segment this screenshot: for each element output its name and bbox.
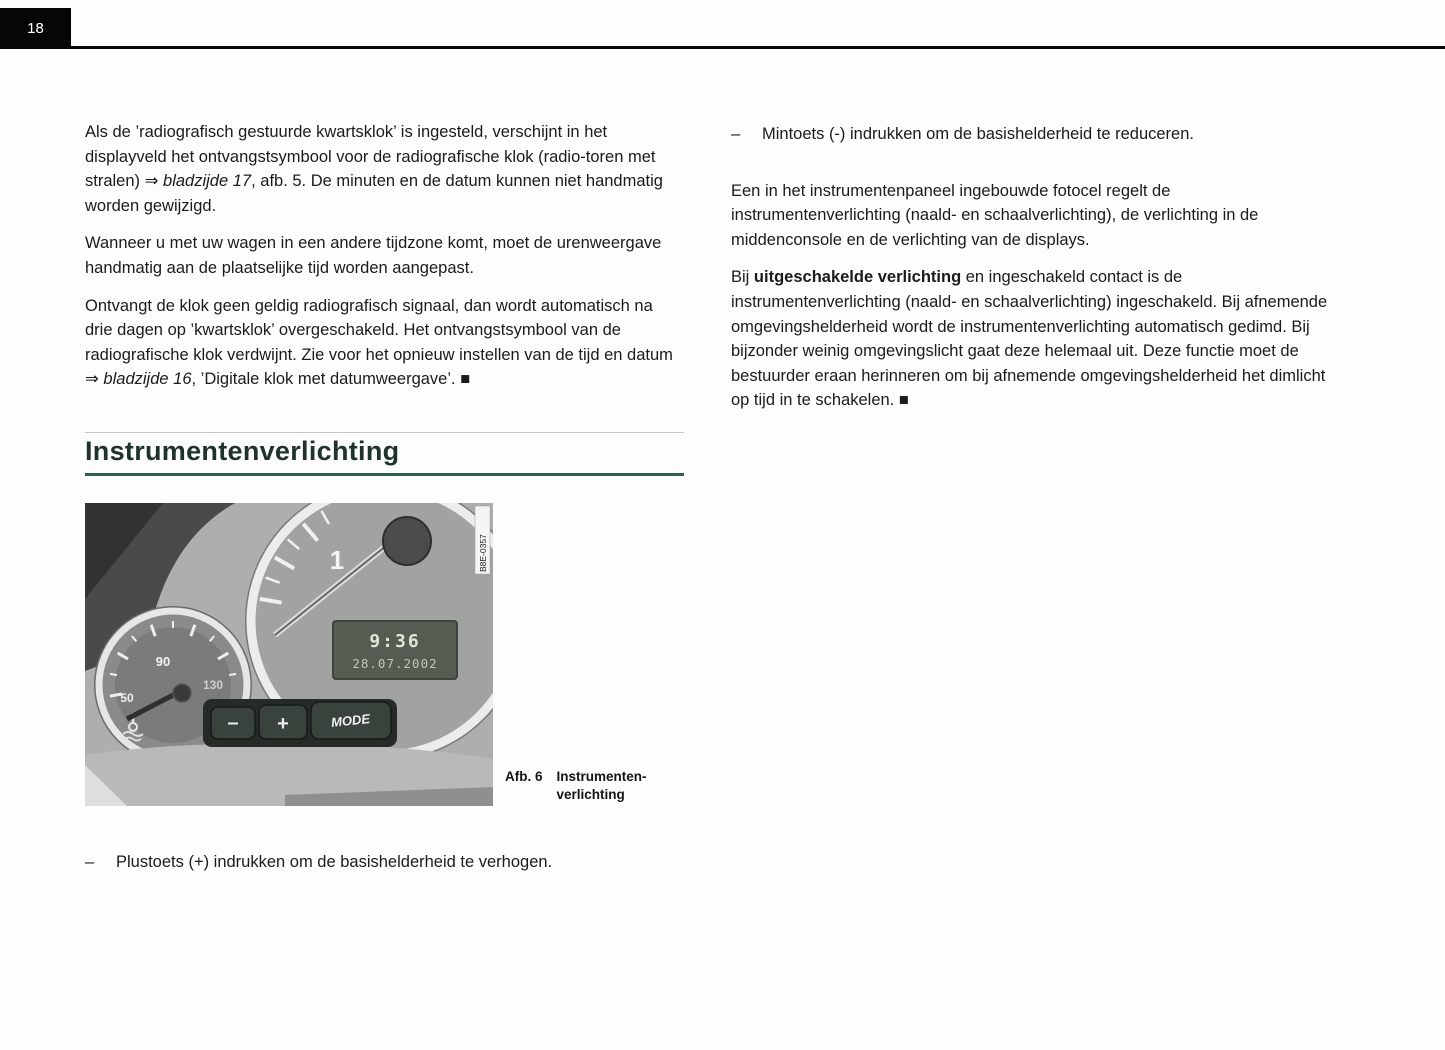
paragraph-timezone: Wanneer u met uw wagen in een andere tijdzone komt, moet de urenweergave handmatig aan de plaatselijke tijd worden aangepast. — [85, 234, 662, 277]
temp-tick-50: 50 — [120, 690, 134, 705]
clock-adjust-knob — [383, 517, 431, 565]
figure-row — [85, 503, 684, 806]
clock-display — [333, 621, 457, 679]
figure-caption — [505, 768, 647, 804]
bullet-dash: – — [731, 125, 741, 143]
paragraph-text: Ontvangt de klok geen geldig radiografisch signaal, dan wordt automatisch na drie dagen op ’kwartsklok’ overgeschakeld. Het ontvangstsymbool van de radiografische klok verdwijnt. Zie voor het opnieuw instellen van de tijd en datum ⇒ — [85, 296, 673, 389]
paragraph-photocell: Een in het instrumentenpaneel ingebouwde fotocel regelt de instrumentenverlichting (naald- en schaalverlichting), de verlichting in de middenconsole en de verlichting van de displays. — [731, 181, 1259, 249]
paragraph-text: , ’Digitale klok met datumweergave’. ■ — [191, 370, 471, 389]
temp-tick-90: 90 — [155, 653, 171, 669]
clock-date: 28.07.2002 — [352, 655, 438, 671]
paragraph-text: Bij — [731, 268, 754, 287]
figure-caption-line2: verlichting — [556, 786, 625, 802]
figure-caption-label: Afb. 6 — [505, 768, 543, 784]
temp-needle-hub — [173, 684, 191, 702]
paragraph-signal-loss — [85, 294, 684, 392]
bullet-text: Mintoets (-) indrukken om de basishelderheid te reduceren. — [762, 125, 1194, 143]
plus-button-label: + — [277, 712, 289, 735]
temp-tick-130: 130 — [202, 677, 224, 692]
dimmer-button-panel — [203, 699, 397, 747]
emphasis-text: uitgeschakelde verlichting — [753, 268, 962, 287]
minus-button-label: – — [227, 711, 239, 734]
paragraph-text: , afb. 5. De minuten en de datum kunnen niet handmatig worden gewijzigd. — [85, 172, 663, 215]
page-number-tab — [0, 8, 71, 49]
paragraph-text: en ingeschakeld contact is de instrumentenverlichting (naald- en schaalverlichting) ingeschakeld. Bij afnemende omgevingshelderheid wordt de instrumentenverlichting automatisch gedimd. Bij bijzonder weinig omgevingslicht gaat deze helemaal uit. Deze functie moet de bestuurder eraan herinneren om bij afnemende omgevingshelderheid het dimlicht op tijd in te schakelen. ■ — [731, 268, 1328, 410]
paragraph-radio-clock — [85, 120, 684, 218]
figure-caption-text — [557, 768, 647, 804]
bullet-text: Plustoets (+) indrukken om de basishelderheid te verhogen. — [116, 852, 553, 871]
mode-button-label: MODE — [330, 710, 371, 730]
bullet-dash: – — [85, 852, 95, 871]
paragraph-text: Als de ’radiografisch gestuurde kwartsklok’ is ingesteld, verschijnt in het displayveld het ontvangstsymbool voor de radiografische klok (radio-toren met stralen) ⇒ — [85, 123, 656, 191]
bullet-item-minus — [731, 122, 1335, 147]
figure-code — [475, 506, 490, 574]
tach-number-label: 1 — [329, 544, 345, 575]
figure-instrument-cluster — [85, 503, 493, 806]
figure-caption-line1: Instrumenten- — [556, 768, 647, 784]
left-column — [85, 120, 684, 874]
page-number: 18 — [27, 20, 44, 37]
clock-time: 9:36 — [369, 630, 421, 652]
bullet-item-plus — [85, 850, 684, 875]
section-heading: Instrumentenverlichting — [85, 432, 684, 476]
cross-reference: bladzijde 16 — [103, 370, 192, 389]
top-rule — [0, 46, 1445, 49]
right-column — [731, 122, 1335, 426]
figure-code-text: B8E-0357 — [478, 533, 488, 572]
cross-reference: bladzijde 17 — [163, 172, 252, 191]
paragraph-lights-off — [731, 265, 1335, 413]
